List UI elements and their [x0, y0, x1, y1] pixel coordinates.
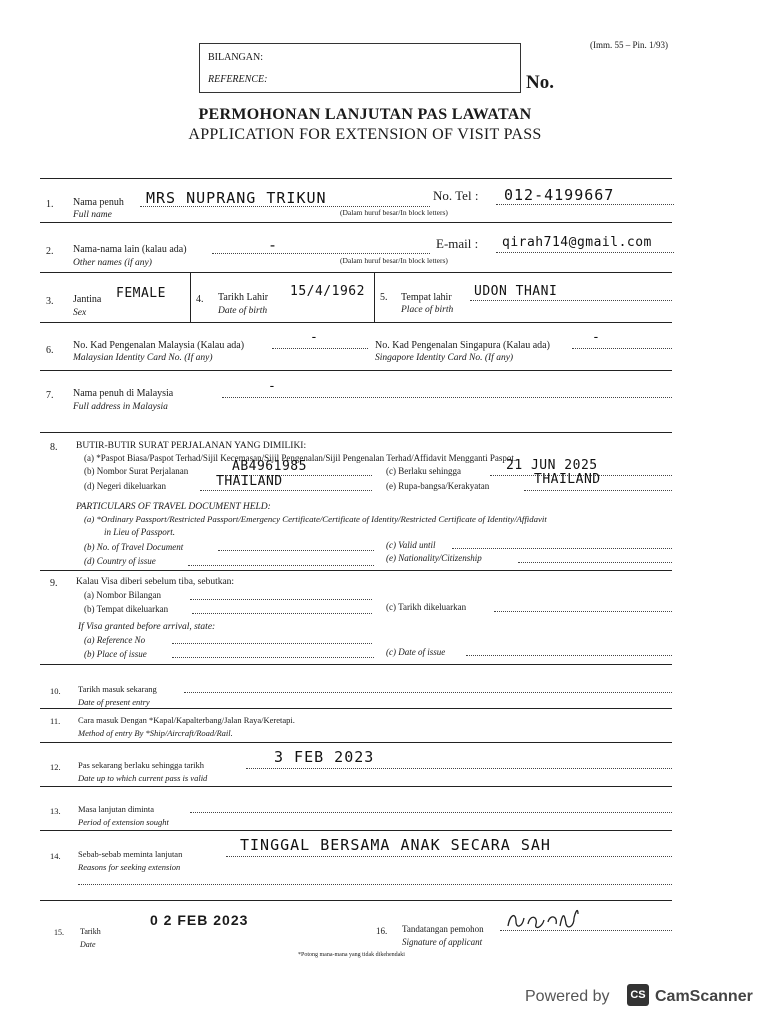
divider — [40, 178, 672, 179]
signature-label: Tandatangan pemohon — [402, 924, 484, 934]
form-code: (Imm. 55 – Pin. 1/93) — [590, 40, 668, 50]
title-english: APPLICATION FOR EXTENSION OF VISIT PASS — [188, 126, 542, 143]
visa-ref-line-en — [172, 643, 372, 644]
pass-valid-label: Pas sekarang berlaku sehingga tarikh — [78, 760, 205, 770]
date-label: Tarikh — [80, 927, 101, 936]
divider — [374, 272, 375, 322]
camscanner-brand: CamScanner — [655, 988, 753, 1005]
place-of-birth-label-en: Place of birth — [401, 305, 454, 315]
visa-place-line-en — [172, 657, 374, 658]
field-6-number: 6. — [46, 345, 54, 356]
visa-date-line-en — [466, 655, 672, 656]
divider — [40, 322, 672, 323]
visa-heading-en: If Visa granted before arrival, state: — [78, 622, 216, 632]
email-label: E-mail : — [436, 236, 479, 251]
field-13-number: 13. — [50, 806, 61, 816]
footnote: *Potong mana-mana yang tidak dikehendaki — [298, 952, 405, 958]
field-1-number: 1. — [46, 199, 54, 210]
entry-date-label: Tarikh masuk sekarang — [78, 684, 157, 694]
doc-number-label-en: (b) No. of Travel Document — [84, 542, 184, 552]
doc-type-options-en-2: in Lieu of Passport. — [104, 527, 176, 537]
signature-label-en: Signature of applicant — [402, 937, 483, 947]
valid-until-line-en — [452, 548, 672, 549]
malaysian-ic-value[interactable]: - — [310, 330, 319, 345]
country-issue-label: (d) Negeri dikeluarkan — [84, 481, 166, 491]
other-names-line — [212, 253, 430, 254]
address-label: Nama penuh di Malaysia — [73, 388, 174, 399]
other-names-value[interactable]: - — [268, 236, 279, 254]
singapore-ic-label-en: Singapore Identity Card No. (If any) — [375, 353, 514, 363]
field-11-number: 11. — [50, 716, 61, 726]
address-label-en: Full address in Malaysia — [73, 402, 168, 412]
reference-label: REFERENCE: — [208, 74, 268, 85]
visa-ref-label-en: (a) Reference No — [84, 635, 146, 645]
visa-place-label-en: (b) Place of issue — [84, 649, 147, 659]
country-issue-label-en: (d) Country of issue — [84, 556, 156, 566]
pass-valid-value[interactable]: 3 FEB 2023 — [274, 748, 375, 766]
divider — [40, 222, 672, 223]
reasons-label: Sebab-sebab meminta lanjutan — [78, 849, 183, 859]
field-8-number: 8. — [50, 442, 58, 453]
singapore-ic-label: No. Kad Pengenalan Singapura (Kalau ada) — [375, 340, 550, 351]
valid-until-value[interactable]: 21 JUN 2025 — [506, 458, 598, 473]
divider — [40, 664, 672, 665]
visa-ref-line — [190, 599, 372, 600]
bilangan-label: BILANGAN: — [208, 52, 263, 63]
tel-label: No. Tel : — [433, 188, 479, 203]
doc-number-line-en — [218, 550, 374, 551]
date-stamp-value[interactable]: 0 2 FEB 2023 — [150, 912, 249, 928]
divider — [40, 830, 672, 831]
scanner-footer — [0, 976, 768, 1024]
doc-number-label: (b) Nombor Surat Perjalanan — [84, 466, 189, 476]
reasons-line-1 — [226, 856, 672, 857]
other-names-label-en: Other names (if any) — [73, 258, 152, 268]
entry-date-line — [184, 692, 672, 693]
divider — [40, 742, 672, 743]
nationality-label-en: (e) Nationality/Citizenship — [386, 553, 482, 563]
full-name-value[interactable]: MRS NUPRANG TRIKUN — [146, 189, 327, 207]
full-name-label: Nama penuh — [73, 197, 124, 208]
place-of-birth-value[interactable]: UDON THANI — [474, 284, 558, 299]
dob-label: Tarikh Lahir — [218, 292, 269, 303]
camscanner-logo-icon: CS — [627, 984, 649, 1006]
extension-period-label: Masa lanjutan diminta — [78, 804, 155, 814]
visa-date-line — [494, 611, 672, 612]
divider — [40, 570, 672, 571]
email-value[interactable]: qirah714@gmail.com — [502, 235, 652, 250]
tel-line — [496, 204, 674, 205]
field-10-number: 10. — [50, 686, 61, 696]
sex-label-en: Sex — [73, 308, 87, 318]
extension-period-line — [190, 812, 672, 813]
divider — [190, 272, 191, 322]
divider — [40, 708, 672, 709]
travel-doc-heading: BUTIR-BUTIR SURAT PERJALANAN YANG DIMILIKI: — [76, 441, 307, 451]
visa-ref-label: (a) Nombor Bilangan — [84, 590, 161, 600]
reasons-value[interactable]: TINGGAL BERSAMA ANAK SECARA SAH — [240, 836, 551, 854]
malaysian-ic-line — [272, 348, 368, 349]
pass-valid-line — [246, 768, 672, 769]
dob-value[interactable]: 15/4/1962 — [290, 284, 365, 299]
field-5-number: 5. — [380, 292, 388, 303]
dob-label-en: Date of birth — [218, 306, 268, 316]
powered-by-text: Powered by — [525, 988, 610, 1005]
full-name-label-en: Full name — [73, 210, 112, 220]
valid-until-label: (c) Berlaku sehingga — [386, 466, 461, 476]
nationality-line-en — [518, 562, 672, 563]
divider — [40, 370, 672, 371]
malaysian-ic-label-en: Malaysian Identity Card No. (If any) — [73, 353, 213, 363]
travel-doc-heading-en: PARTICULARS OF TRAVEL DOCUMENT HELD: — [76, 502, 271, 512]
place-of-birth-line — [470, 300, 672, 301]
place-of-birth-label: Tempat lahir — [401, 292, 452, 303]
field-15-number: 15. — [54, 928, 64, 937]
reasons-label-en: Reasons for seeking extension — [78, 862, 181, 872]
title-malay: PERMOHONAN LANJUTAN PAS LAWATAN — [198, 106, 532, 123]
doc-number-value[interactable]: AB4961985 — [232, 459, 307, 474]
field-12-number: 12. — [50, 762, 61, 772]
visa-date-label-en: (c) Date of issue — [386, 647, 446, 657]
sex-label: Jantina — [73, 294, 102, 305]
valid-until-label-en: (c) Valid until — [386, 540, 436, 550]
address-value[interactable]: - — [268, 379, 277, 394]
nationality-label: (e) Rupa-bangsa/Kerakyatan — [386, 481, 490, 491]
visa-heading: Kalau Visa diberi sebelum tiba, sebutkan: — [76, 577, 235, 587]
divider — [40, 432, 672, 433]
signature-line — [500, 930, 672, 931]
country-issue-line-en — [188, 565, 374, 566]
nationality-line — [524, 490, 672, 491]
reasons-line-2 — [78, 884, 672, 885]
singapore-ic-value[interactable]: - — [592, 330, 601, 345]
divider — [40, 786, 672, 787]
field-4-number: 4. — [196, 294, 204, 305]
field-7-number: 7. — [46, 390, 54, 401]
extension-period-label-en: Period of extension sought — [78, 817, 169, 827]
number-label: No. — [526, 72, 554, 93]
block-letters-note: (Dalam huruf besar/In block letters) — [340, 256, 448, 265]
reference-box — [199, 43, 521, 93]
field-14-number: 14. — [50, 851, 61, 861]
nationality-value[interactable]: THAILAND — [534, 472, 601, 487]
field-3-number: 3. — [46, 296, 54, 307]
block-letters-note: (Dalam huruf besar/In block letters) — [340, 208, 448, 217]
visa-place-line — [192, 613, 372, 614]
other-names-label: Nama-nama lain (kalau ada) — [73, 244, 187, 255]
doc-type-options: (a) *Paspot Biasa/Paspot Terhad/Sijil Kecemasan/Sijil Pengenalan/Sijil Pengenalan Terhad/Affidavit Mengganti Paspot. — [84, 453, 517, 463]
sex-value[interactable]: FEMALE — [116, 286, 166, 301]
country-issue-value[interactable]: THAILAND — [216, 474, 283, 489]
tel-value[interactable]: 012-4199667 — [504, 186, 615, 204]
divider — [40, 900, 672, 901]
visa-date-label: (c) Tarikh dikeluarkan — [386, 602, 467, 612]
email-line — [496, 252, 674, 253]
entry-date-label-en: Date of present entry — [78, 697, 150, 707]
address-line — [222, 397, 672, 398]
country-issue-line — [200, 490, 372, 491]
field-2-number: 2. — [46, 246, 54, 257]
field-9-number: 9. — [50, 578, 58, 589]
doc-type-options-en: (a) *Ordinary Passport/Restricted Passport/Emergency Certificate/Certificate of Identity/Restricted Certificate of Identity/Affidavit — [84, 514, 547, 524]
entry-method-label-en: Method of entry By *Ship/Aircraft/Road/Rail. — [78, 728, 233, 738]
field-16-number: 16. — [376, 926, 388, 936]
malaysian-ic-label: No. Kad Pengenalan Malaysia (Kalau ada) — [73, 340, 245, 351]
date-label-en: Date — [80, 940, 96, 949]
visa-place-label: (b) Tempat dikeluarkan — [84, 604, 169, 614]
entry-method-label: Cara masuk Dengan *Kapal/Kapalterbang/Jalan Raya/Keretapi. — [78, 715, 295, 725]
divider — [40, 272, 672, 273]
singapore-ic-line — [572, 348, 672, 349]
pass-valid-label-en: Date up to which current pass is valid — [78, 773, 208, 783]
